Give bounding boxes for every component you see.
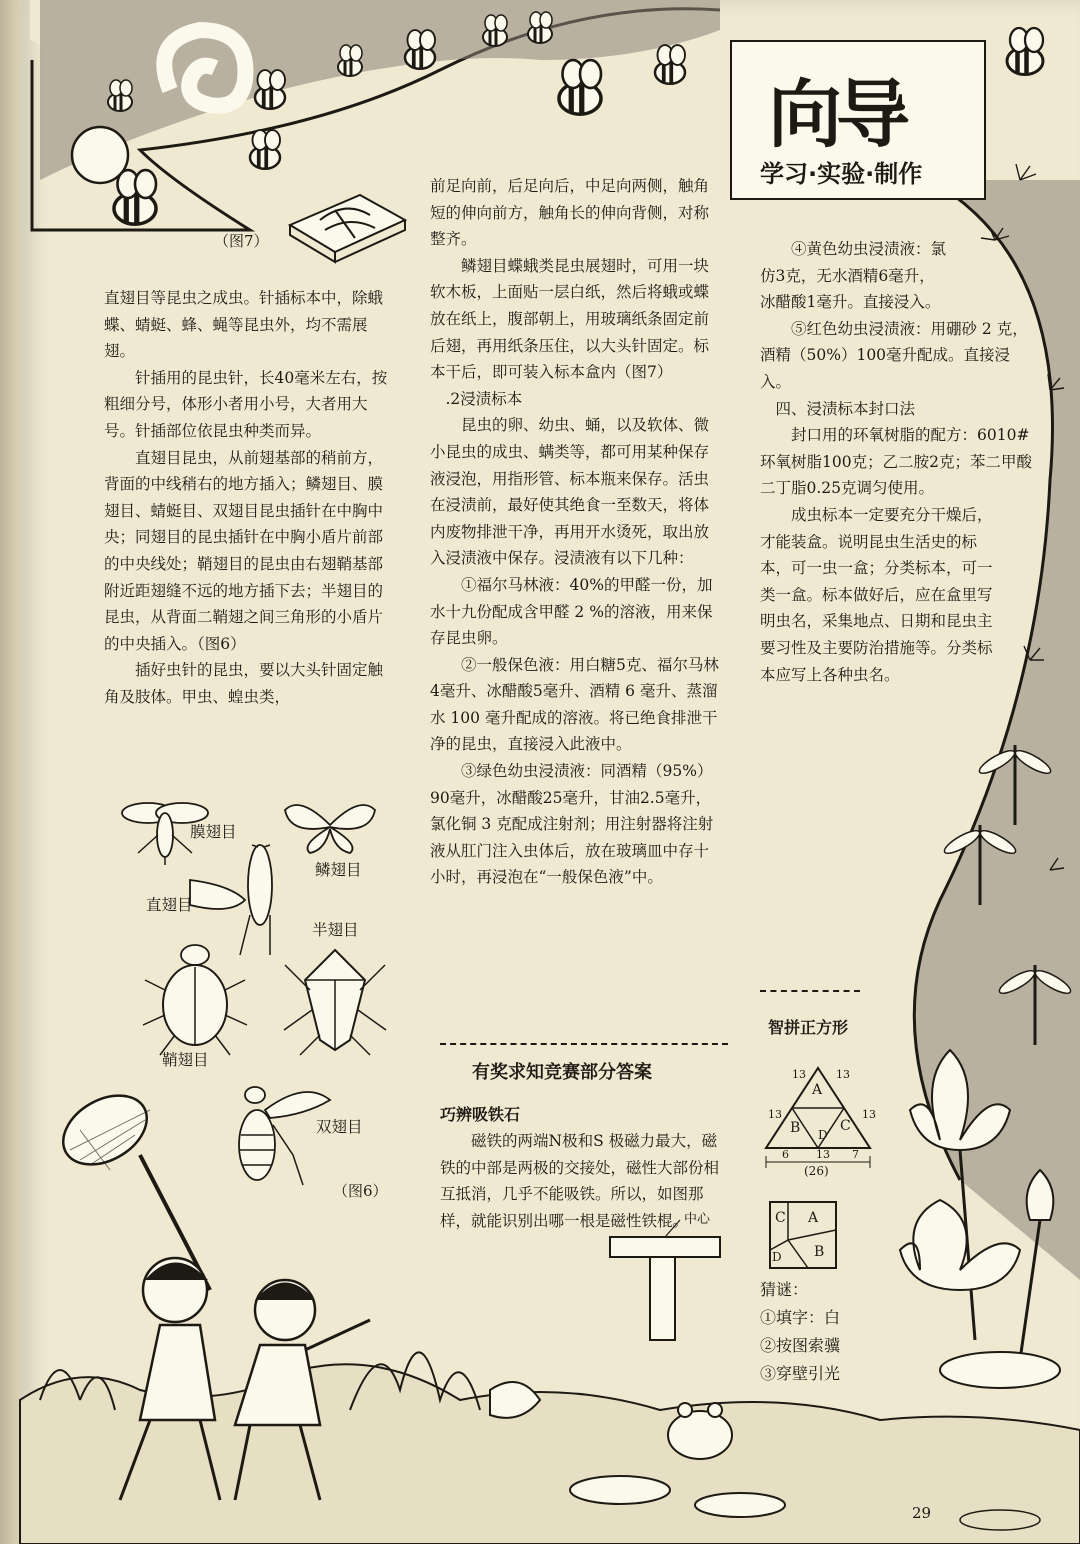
text-column-2 [430, 173, 720, 891]
bee-icon [645, 45, 695, 95]
stinkbug-insect-drawing [280, 940, 390, 1060]
quiz-paragraph: 磁铁的两端N极和S 极磁力最大，磁铁的中部是两极的交接处，磁性大部份相互抵消，几乎不能吸铁。所以，如图那样，就能识别出哪一根是磁性铁棍。 [440, 1132, 720, 1230]
bee-icon [95, 170, 175, 240]
pinned-butterfly-board-illustration [280, 190, 410, 270]
square-piece-a: A [808, 1210, 819, 1226]
figure7-caption: （图7） [214, 232, 269, 250]
column-subtitle: 学习·实验·制作 [760, 160, 923, 188]
label-orthoptera: 直翅目 [146, 896, 193, 914]
magnet-center-label: 中心 [684, 1212, 711, 1227]
riddle-answer: ②按图索骥 [760, 1336, 841, 1355]
puzzle-piece-c: C [840, 1118, 851, 1134]
col2-paragraph: ②一般保色液：用白糖5克、福尔马林4毫升、冰醋酸5毫升、酒精 6 毫升、蒸溜水 100 毫升配成的溶液。将已绝食排泄干净的昆虫，直接浸入此液中。 [430, 655, 719, 754]
bee-icon [990, 28, 1060, 88]
puzzle-span-label: (26) [804, 1164, 829, 1178]
puzzle-divider [760, 990, 860, 992]
puzzle-number: 13 [836, 1068, 850, 1081]
column-header-box [730, 40, 986, 200]
col3-paragraph: 封口用的环氧树脂的配方：6010# 环氧树脂100克；乙二胺2克；苯二甲酸二丁脂0.25克调匀使用。 [760, 426, 1032, 498]
puzzle-number: 13 [862, 1108, 876, 1121]
label-hemiptera: 半翅目 [312, 921, 359, 939]
bee-icon [245, 70, 295, 120]
col3-paragraph: ④黄色幼虫浸渍液：氯仿3克，无水酒精6毫升，冰醋酸1毫升。直接浸入。 [760, 240, 947, 312]
bee-icon [475, 15, 515, 55]
square-piece-b: B [814, 1244, 825, 1260]
puzzle-piece-a: A [812, 1082, 823, 1098]
puzzle-number: 13 [792, 1068, 806, 1081]
section-divider [440, 1043, 728, 1045]
col1-paragraph: 直翅目昆虫，从前翅基部的稍前方，背面的中线稍右的地方插入；鳞翅目、膜翅目、蜻蜓目、双翅目昆虫插针在中胸中央；同翅目的昆虫插针在中胸小盾片前部的中央线处；鞘翅目的昆虫由右翅鞘基部附近距翅缝不远的地方插下去；半翅目的昆虫，从背面二鞘翅之间三角形的小盾片的中央插入。（图6） [104, 448, 384, 653]
children-pond-scene-illustration [20, 1250, 1080, 1544]
dragonfly-icon [975, 740, 1055, 830]
quiz-subtitle: 巧辨吸铁石 [440, 1105, 521, 1124]
label-hymenoptera: 膜翅目 [190, 823, 237, 841]
col1-paragraph: 针插用的昆虫针，长40毫米左右，按粗细分号，体形小者用小号，大者用大号。针插部位依昆虫种类而异。 [104, 368, 388, 440]
figure6-caption: （图6） [333, 1182, 388, 1200]
label-lepidoptera: 鳞翅目 [315, 861, 362, 879]
puzzle-title: 智拼正方形 [768, 1018, 849, 1037]
label-diptera: 双翅目 [316, 1118, 363, 1136]
col2-paragraph: 鳞翅目蝶蛾类昆虫展翅时，可用一块软木板，上面贴一层白纸，然后将蛾或蝶放在纸上，腹部朝上，用玻璃纸条固定前后翅，再用纸条压住，以大头针固定。标本干后，即可装入标本盒内（图7） [430, 256, 710, 382]
riddle-answer: ③穿壁引光 [760, 1364, 841, 1383]
puzzle-number: 6 [782, 1148, 789, 1161]
col3-subheading: 四、浸渍标本封口法 [775, 399, 916, 418]
riddle-answer: ①填字：白 [760, 1308, 841, 1327]
dragonfly-icon [995, 960, 1075, 1050]
square-piece-d: D [772, 1250, 782, 1264]
col2-paragraph: 前足向前，后足向后，中足向两侧，触角短的伸向前方，触角长的伸向背侧，对称整齐。 [430, 177, 710, 249]
beetle-insect-drawing [140, 935, 250, 1055]
label-coleoptera: 鞘翅目 [162, 1051, 209, 1069]
puzzle-piece-d: D [818, 1128, 828, 1142]
col2-subheading: .2浸渍标本 [445, 389, 523, 408]
col3-paragraph: ⑤红色幼虫浸渍液：用硼砂 2 克，酒精（50%）100毫升配成。直接浸入。 [760, 319, 1028, 391]
bee-icon [520, 12, 560, 52]
bee-icon [545, 60, 615, 130]
riddle-title: 猜谜： [760, 1280, 809, 1299]
page-number: 29 [912, 1504, 932, 1522]
puzzle-number: 13 [768, 1108, 782, 1121]
quiz-title: 有奖求知竞赛部分答案 [472, 1062, 652, 1083]
dragonfly-icon [940, 820, 1020, 910]
bee-icon [100, 80, 140, 120]
puzzle-piece-b: B [790, 1120, 801, 1136]
puzzle-number: 7 [852, 1148, 859, 1161]
text-column-3 [760, 236, 1032, 688]
col2-paragraph: 昆虫的卵、幼虫、蛹，以及软体、微小昆虫的成虫、螨类等，都可用某种保存液浸泡，用指形管、标本瓶来保存。活虫在浸渍前，最好使其绝食一至数天，将体内废物排泄干净，再用开水烫死，取出放入浸渍液中保存。浸渍液有以下几种： [430, 416, 710, 568]
bee-icon [330, 45, 370, 85]
square-piece-c: C [775, 1210, 786, 1226]
puzzle-number: 13 [816, 1148, 830, 1161]
binding-gutter [0, 0, 22, 1544]
col1-paragraph: 插好虫针的昆虫，要以大头针固定触角及肢体。甲虫、蝗虫类， [104, 661, 384, 706]
butterfly-insect-drawing [280, 795, 380, 855]
text-column-1 [104, 285, 396, 711]
bee-icon [240, 130, 290, 180]
col2-paragraph: ③绿色幼虫浸渍液：同酒精（95%）90毫升，冰醋酸25毫升，甘油2.5毫升，氯化铜 3 克配成注射剂；用注射器将注射液从肛门注入虫体后，放在玻璃皿中存十小时，再浸泡在“一般保色液”中。 [430, 762, 714, 887]
column-logo: 向导 [768, 72, 904, 158]
bee-icon [395, 30, 445, 80]
col3-paragraph: 成虫标本一定要充分干燥后，才能装盒。说明昆虫生活史的标本，可一虫一盒；分类标本，可一类一盒。标本做好后，应在盒里写明虫名，采集地点、日期和昆虫主要习性及主要防治措施等。分类标本应写上各种虫名。 [760, 505, 993, 684]
col2-paragraph: ①福尔马林液：40%的甲醛一份，加水十九份配成含甲醛 2 %的溶液，用来保存昆虫卵。 [430, 575, 713, 648]
col1-paragraph: 直翅目等昆虫之成虫。针插标本中，除蛾蝶、蜻蜓、蜂、蝇等昆虫外，均不需展翅。 [104, 289, 384, 361]
